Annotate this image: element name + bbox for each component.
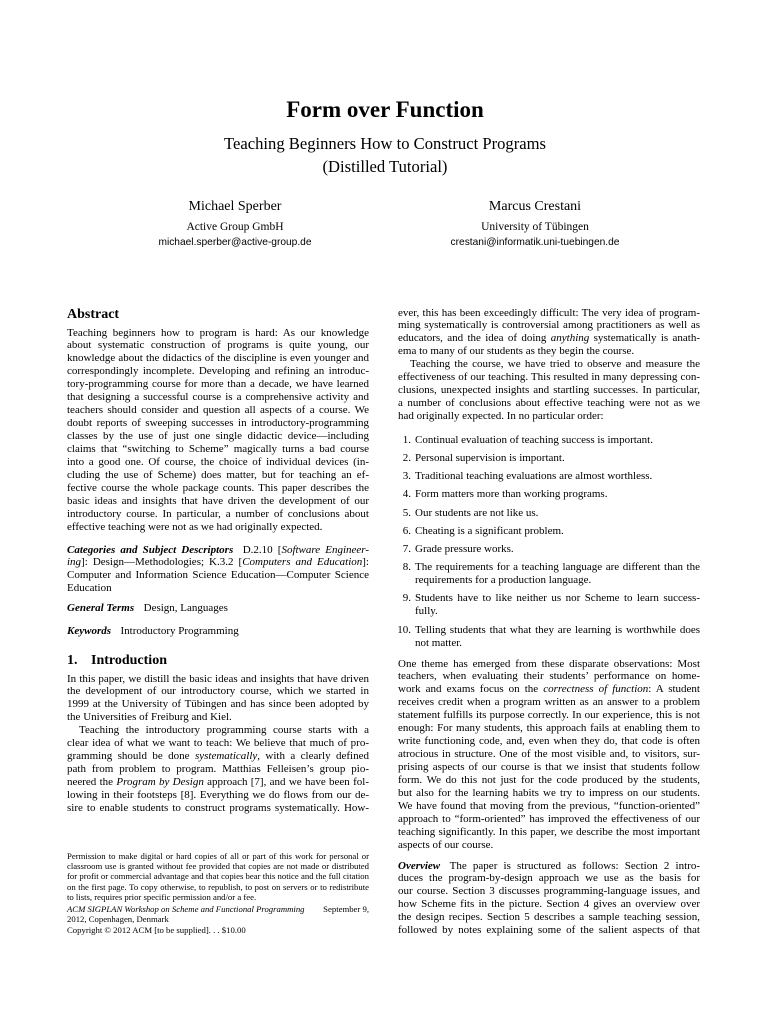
text-line: knowledge about the didactics of the discipline is even younger and	[67, 352, 369, 365]
italic-text: Computers and Education	[242, 556, 363, 569]
findings-list	[397, 434, 700, 655]
permission-notice	[67, 851, 369, 902]
text-line: Categories and Subject Descriptors D.2.10 [Software Engineer-	[67, 543, 369, 556]
general-terms-value: Design, Languages	[143, 601, 228, 614]
finding-number: 8.	[402, 561, 411, 574]
text-line: ever, this has been exceedingly difficult: The very idea of program-	[398, 306, 700, 319]
text-line: but also for the learning habits we try to impress on our students.	[398, 787, 700, 800]
finding-item	[397, 488, 700, 501]
text-line: teachers, when evaluating their students’ performance on home-	[398, 670, 700, 683]
text-line: Teaching beginners how to program is hard: As our knowledge	[67, 326, 369, 339]
text-line: duces the program-by-design approach we use as the basis for	[398, 872, 700, 885]
text-line: Students have to like neither us nor Scheme to learn success-	[415, 592, 700, 605]
text-line: Teaching the introductory programming course starts with a	[79, 724, 369, 737]
text-line: lowing in their footsteps [8]. Everything we do flows from our de-	[67, 789, 369, 802]
text-line: about systematic construction of programs is quite young, our	[67, 339, 369, 352]
finding-number: 2.	[402, 451, 411, 464]
section-heading-introduction	[67, 653, 167, 669]
text-line: Overview The paper is structured as follows: Section 2 intro-	[398, 859, 700, 872]
text-line: requirements for a production language.	[415, 574, 592, 587]
finding-text	[415, 543, 700, 556]
subtitle-line: (Distilled Tutorial)	[322, 156, 448, 176]
text-line: 1999 at the University of Tübingen and has since been adopted by	[67, 698, 369, 711]
finding-number: 6.	[402, 524, 411, 537]
keywords-value: Introductory Programming	[120, 624, 239, 637]
finding-item	[397, 434, 700, 447]
text-line: the Universities of Freiburg and Kiel.	[67, 711, 232, 724]
section-number: 1.	[67, 653, 78, 668]
finding-item	[397, 592, 700, 618]
text-line: Continual evaluation of teaching success is important.	[415, 433, 653, 446]
text-line: The requirements for a teaching language are different than the	[415, 561, 700, 574]
text-line: on the first page. To copy otherwise, to republish, to post on servers or to redistribute	[67, 881, 369, 892]
abstract-body	[67, 327, 369, 534]
text-line: our course. Section 3 discusses programming-language issues, and	[398, 885, 700, 898]
text-line: claims that “switching to Scheme” magically turns a bad course	[67, 443, 369, 456]
author-affiliation: University of Tübingen	[481, 221, 589, 233]
text-line: Form matters more than working programs.	[415, 488, 608, 501]
finding-text	[415, 507, 700, 520]
text-line: Traditional teaching evaluations are almost worthless.	[415, 470, 653, 482]
text-line: the development of our introductory course, which we started in	[67, 685, 369, 698]
introduction-continued	[398, 307, 700, 424]
text-line: Computer and Information Science Education—Computer Science	[67, 569, 369, 582]
text-line: tory-programming course for more than a decade, we have learned	[67, 378, 369, 391]
copyright-footnote	[67, 851, 369, 935]
text-line: basic ideas and insights that have driven the development of our	[67, 494, 369, 507]
text-line: work and exams focus on the correctness of function: A student	[398, 683, 700, 696]
introduction-paragraph	[67, 673, 369, 725]
text-line: effectiveness of our teaching. This resulted in many depressing con-	[398, 371, 700, 384]
italic-text: correctness of function	[543, 683, 649, 696]
text-line: fully.	[415, 605, 438, 618]
text-line: how Scheme fits in the picture. Section 4 gives an overview over	[398, 898, 700, 911]
text-line: teachers should consider and question all aspects of a course. We	[67, 404, 369, 417]
text-line: sire to enable students to construct programs systematically. How-	[67, 802, 369, 815]
italic-text: Program by Design	[116, 776, 204, 789]
theme-paragraph	[398, 658, 700, 852]
venue-location: 2012, Copenhagen, Denmark	[67, 914, 169, 925]
text-line: ema to many of our students as they begin the course.	[398, 345, 635, 358]
finding-number: 1.	[402, 433, 411, 446]
text-line: neered the Program by Design approach [7], and we have been fol-	[67, 776, 369, 789]
continuation-paragraph	[398, 307, 700, 359]
author-block	[385, 198, 685, 251]
text-line: clear idea of what we want to teach: We believe that much of pro-	[67, 737, 369, 750]
text-line: Permission to make digital or hard copies of all or part of this work for personal or	[67, 850, 369, 861]
text-line: for profit or commercial advantage and that copies bear this notice and the full citation	[67, 871, 369, 882]
text-line: aspects of our course.	[398, 838, 494, 851]
text-line: receives credit when a program written as an answer to a problem	[398, 696, 700, 709]
text-line: prising aspects of our course is that we insist that students follow	[398, 761, 700, 774]
keywords	[67, 625, 369, 638]
paper-title: Form over Function	[286, 97, 484, 122]
text-line: Telling students that what they are learning is worthwhile does	[415, 623, 700, 636]
author-name: Marcus Crestani	[488, 199, 582, 214]
text-line: fective course the whole package counts. This paper describes the	[67, 481, 369, 494]
copyright-line: Copyright © 2012 ACM [to be supplied]. . . $10.00	[67, 924, 246, 935]
finding-item	[397, 561, 700, 587]
italic-text: anything	[550, 332, 590, 345]
text-line: enough: For many students, this approach fails at enabling them to	[398, 722, 700, 735]
text-line: gramming should be done systematically, with a clearly defined	[67, 750, 369, 763]
finding-text	[415, 624, 700, 650]
text-line: In this paper, we distill the basic ideas and insights that have driven	[67, 672, 369, 685]
introduction-body	[67, 673, 369, 815]
text-line: introductory course. In particular, a number of conclusions about	[67, 507, 369, 520]
text-line: had originally expected. In no particular order:	[398, 410, 604, 423]
text-line: Our students are not like us.	[415, 506, 539, 519]
finding-item	[397, 507, 700, 520]
text-line: doubt reports of sweeping successes in introductory-programming	[67, 417, 369, 430]
text-line: write functioning code, and, even when they do, that code is often	[398, 735, 700, 748]
keywords-label: Keywords	[67, 624, 111, 637]
evaluation-paragraph	[398, 358, 700, 423]
text-line: form. We do this not just for the code produced by the students,	[398, 774, 700, 787]
finding-number: 9.	[402, 592, 411, 605]
text-line: statement fulfills its purpose correctly. In our experience, this is not	[398, 709, 700, 722]
finding-item	[397, 543, 700, 556]
finding-number: 5.	[402, 506, 411, 519]
italic-text: ing	[67, 556, 82, 569]
finding-text	[415, 592, 700, 618]
text-line: Teaching the course, we have tried to observe and measure the	[410, 358, 700, 371]
finding-number: 3.	[402, 470, 411, 482]
text-line: not matter.	[415, 636, 463, 649]
introduction-paragraph	[67, 724, 369, 815]
text-line: classes by the use of just one single didactic device—including	[67, 430, 369, 443]
subtitle-line: Teaching Beginners How to Construct Programs	[224, 133, 546, 153]
overview-paragraph	[398, 860, 700, 938]
text-line: effective teaching were not as we had originally expected.	[67, 520, 323, 533]
text-line: the design recipes. Section 5 describes a sample teaching session,	[398, 911, 700, 924]
italic-text: Software Engineer-	[281, 543, 369, 556]
paper-subtitle	[0, 132, 770, 178]
venue-line	[67, 904, 369, 914]
finding-number: 10.	[397, 623, 411, 636]
finding-item	[397, 470, 700, 483]
finding-text	[415, 525, 700, 538]
author-email: crestani@informatik.uni-tuebingen.de	[450, 237, 620, 248]
text-line: correspondingly incomplete. Developing and refining an introduc-	[67, 365, 369, 378]
text-line: educators, and the idea of doing anything systematically is anath-	[398, 332, 700, 345]
text-line: clusions, unexpected insights and startling successes. In particular,	[398, 384, 700, 397]
finding-text	[415, 488, 700, 501]
author-affiliation: Active Group GmbH	[186, 221, 284, 233]
finding-item	[397, 624, 700, 650]
general-terms	[67, 602, 369, 615]
finding-text	[415, 434, 700, 447]
text-line: classroom use is granted without fee provided that copies are not made or distributed	[67, 861, 369, 872]
text-line: ing]: Design—Methodologies; K.3.2 [Computers and Education]:	[67, 556, 369, 569]
text-line: We have found that moving from the previous, “function-oriented”	[398, 799, 700, 812]
text-line: into a good one. Of course, the choice of individual devices (in-	[67, 456, 369, 469]
text-line: approach to “form-oriented” has improved the effectiveness of our	[398, 812, 700, 825]
finding-item	[397, 525, 700, 538]
venue-date: September 9,	[323, 903, 369, 914]
text-line: that designing a successful course is a comprehensive activity and	[67, 391, 369, 404]
text-line: Grade pressure works.	[415, 543, 514, 555]
finding-number: 4.	[402, 488, 411, 501]
italic-text: systematically	[194, 750, 258, 763]
run-in-heading: Overview	[398, 859, 441, 872]
finding-text	[415, 452, 700, 465]
run-in-heading: Categories and Subject Descriptors	[67, 543, 234, 556]
text-line: Personal supervision is important.	[415, 451, 565, 464]
general-terms-label: General Terms	[67, 601, 135, 614]
finding-number: 7.	[402, 543, 411, 555]
finding-item	[397, 452, 700, 465]
abstract-heading: Abstract	[67, 307, 120, 322]
text-line: cluding the use of Scheme) does matter, but for teaching an ef-	[67, 468, 369, 481]
text-line: atrocious in structure. One of the most visible and, to visitors, sur-	[398, 748, 700, 761]
author-name: Michael Sperber	[188, 199, 282, 214]
text-line: a number of conclusions about effective teaching were not as we	[398, 397, 700, 410]
text-line: One theme has emerged from these disparate observations: Most	[398, 657, 700, 670]
text-line: path from problem to program. Matthias Felleisen’s group pio-	[67, 763, 369, 776]
finding-text	[415, 470, 700, 483]
section-title: Introduction	[91, 653, 167, 668]
categories-descriptors	[67, 544, 369, 596]
author-email: michael.sperber@active-group.de	[158, 237, 312, 248]
text-line: Education	[67, 582, 112, 595]
venue-name: ACM SIGPLAN Workshop on Scheme and Functional Programming	[67, 903, 305, 914]
text-line: followed by notes explaining some of the salient aspects of that	[398, 924, 700, 937]
text-line: Cheating is a significant problem.	[415, 524, 564, 537]
text-line: teaching significantly. In this paper, we describe the most important	[398, 825, 700, 838]
text-line: to lists, requires prior specific permission and/or a fee.	[67, 891, 257, 902]
finding-text	[415, 561, 700, 587]
text-line: ming systematically is controversial among practitioners as well as	[398, 319, 700, 332]
author-block	[85, 198, 385, 251]
